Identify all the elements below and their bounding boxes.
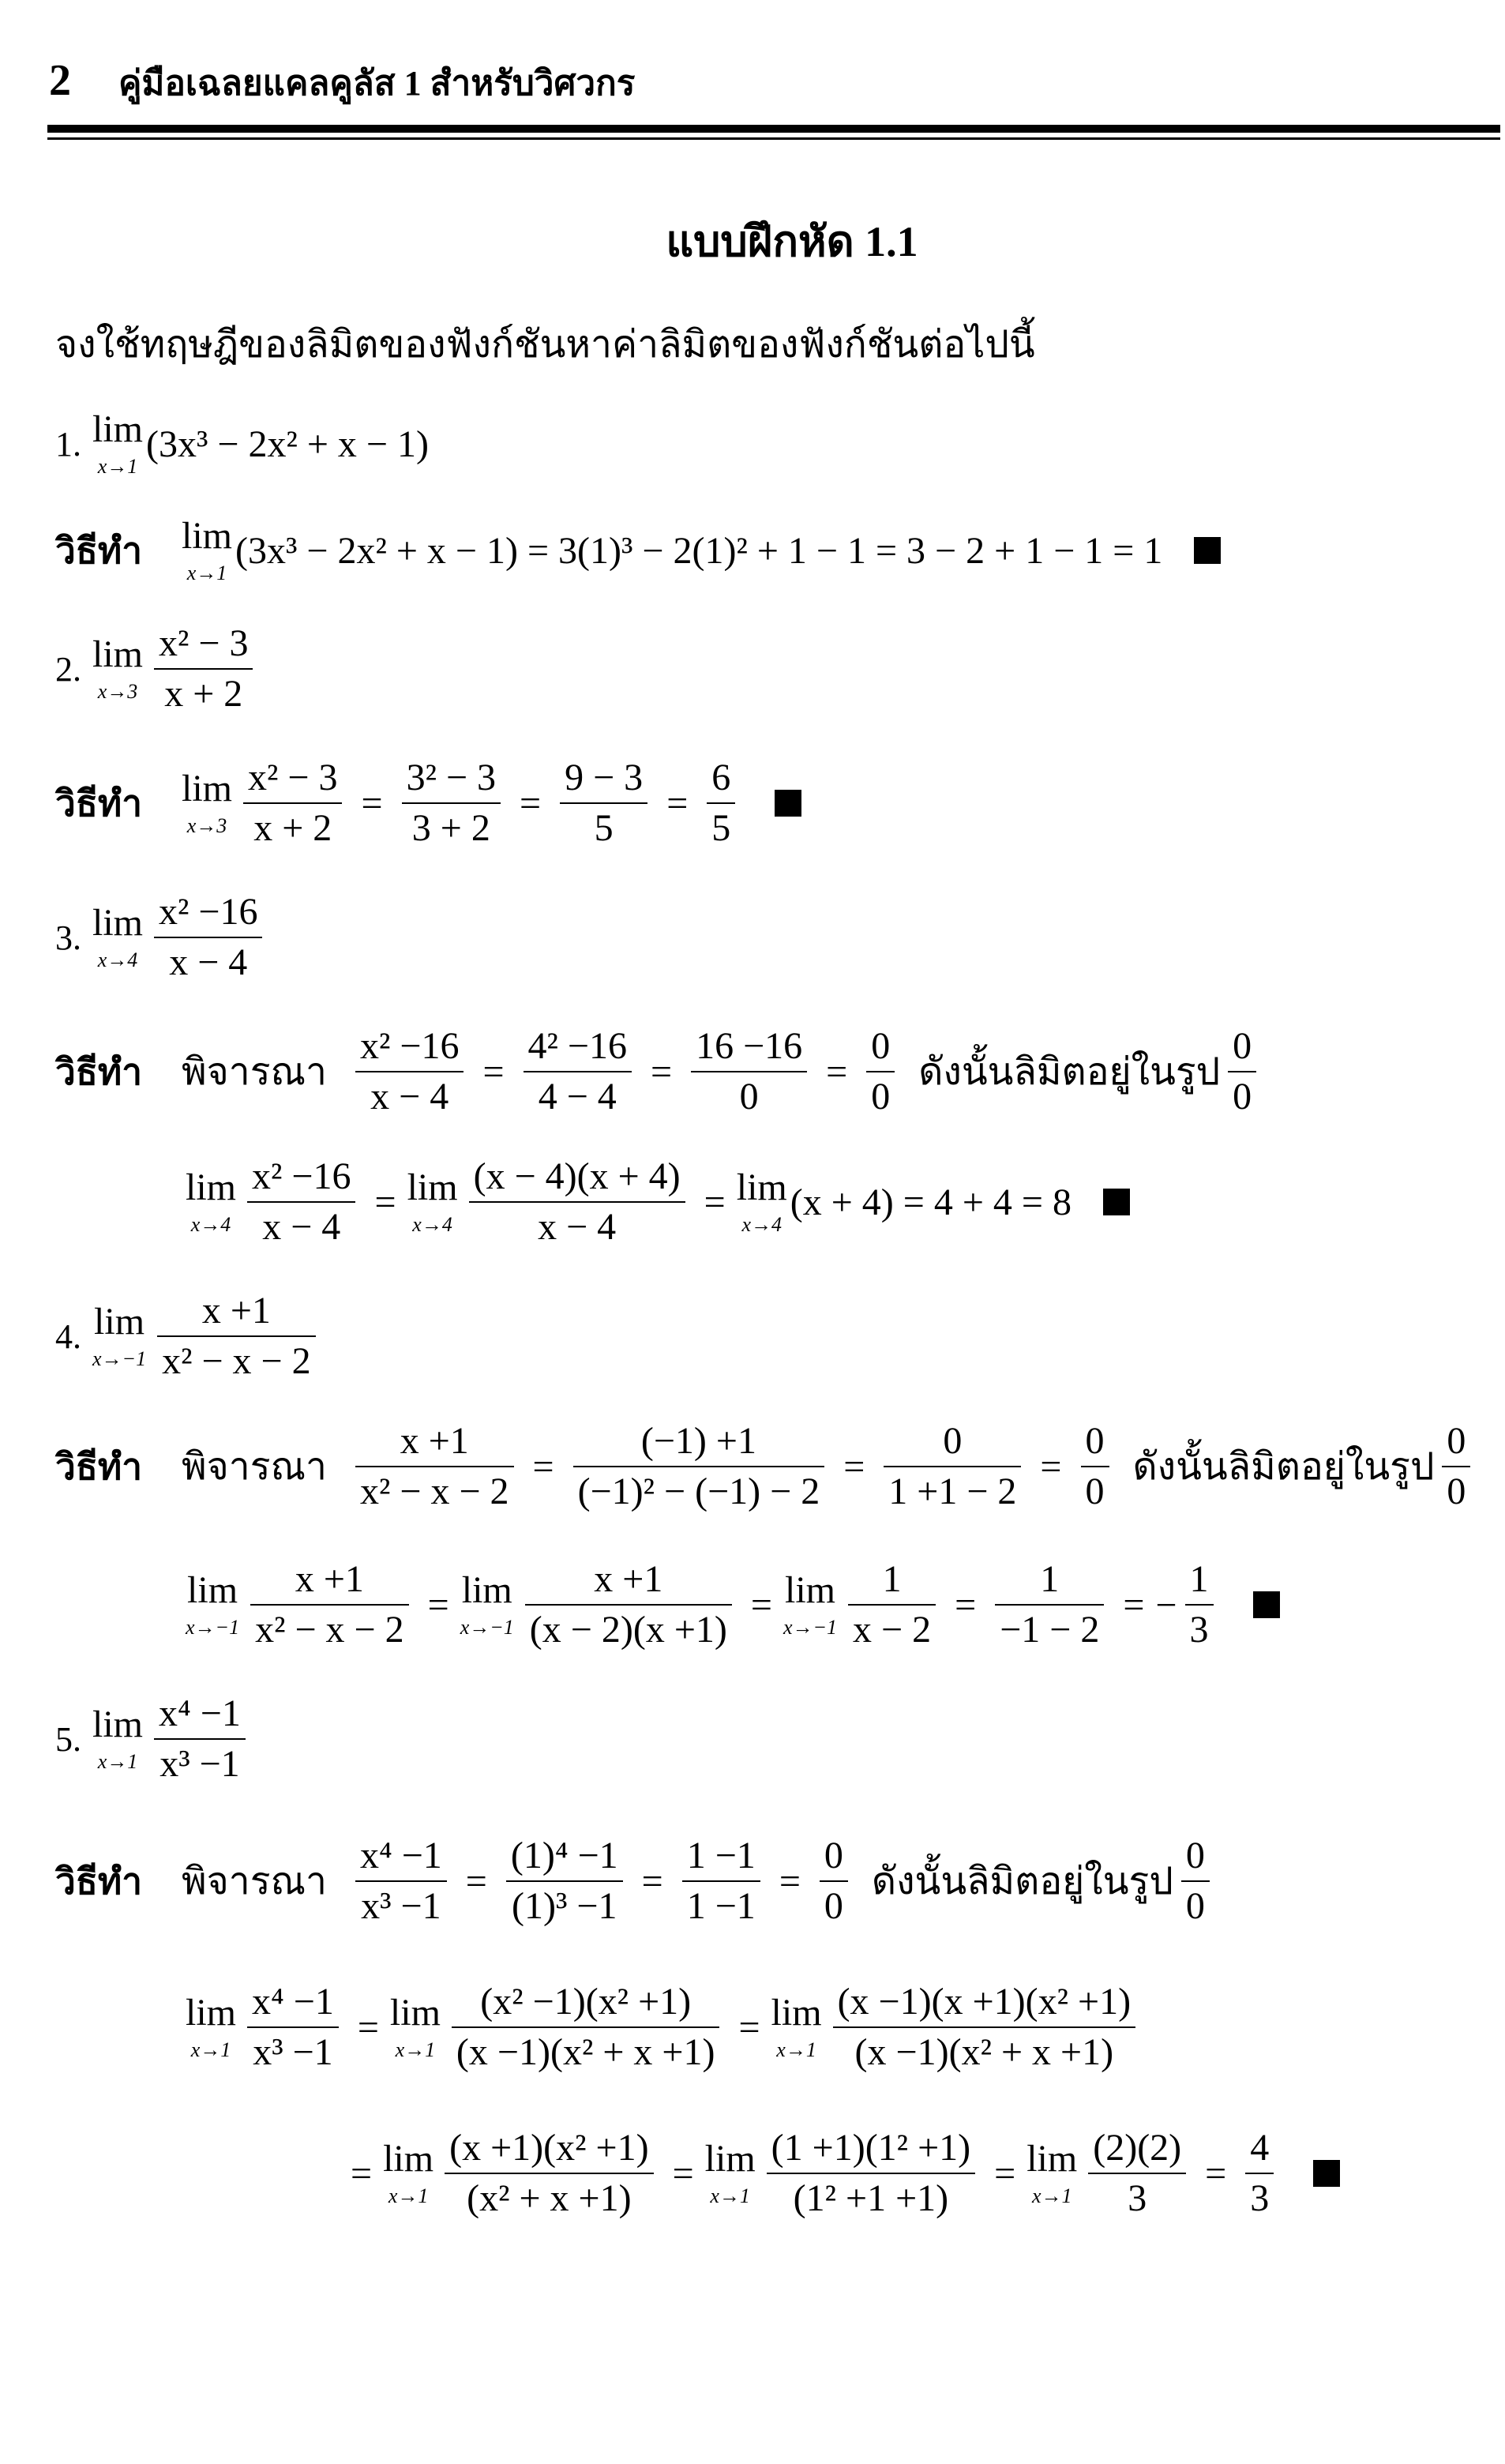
lim-word: lim: [784, 1569, 835, 1612]
numerator: 6: [711, 757, 731, 798]
denominator: (1)³ −1: [512, 1885, 617, 1928]
conclusion-text: ดังนั้นลิมิตอยู่ในรูป: [871, 1861, 1173, 1903]
fraction: [560, 758, 647, 849]
qed-square-icon: [1313, 2160, 1340, 2187]
lim-word: lim: [92, 1703, 144, 1746]
numerator: x² −16: [159, 891, 258, 933]
numerator: 1 −1: [686, 1835, 756, 1876]
fraction: [767, 2128, 975, 2219]
consider-label: พิจารณา: [182, 1861, 327, 1903]
denominator: 0: [1185, 1885, 1205, 1928]
lim-word: lim: [92, 633, 144, 676]
fraction: [355, 1836, 447, 1927]
conclusion-text: ดังนั้นลิมิตอยู่ในรูป: [1132, 1446, 1435, 1489]
denominator: x − 4: [262, 1206, 341, 1249]
numerator: x +1: [400, 1420, 469, 1462]
solution-4-check: วิธีทำ พิจารณา $\frac{x +1}{\text{x² − x − 2}}$ = $\frac{(-1) +1}{\text{(−1)² − (−1) − 2}}$ = $\frac{0}{1 +1 - 2}$ = $\frac{0}{0}$ ดังนั้นลิมิตอยู่ในรูป $\frac{0}{0}$: [55, 1422, 1478, 1512]
lim-subscript: x→4: [190, 1213, 231, 1237]
denominator: x² − x − 2: [359, 1471, 509, 1513]
answer-fraction: [1245, 2128, 1274, 2219]
solution-3-work: lim x→4 $\frac{\text{x² −16}}{x - 4}$ = lim x→4 $\frac{(x - 4)(x + 4)}{x - 4}$ = lim x→4 (x + 4) = 4 + 4 = 8: [186, 1157, 1130, 1248]
fraction: [573, 1422, 825, 1512]
lim-subscript: x→4: [97, 948, 138, 972]
fraction: [154, 624, 253, 715]
fraction: [707, 758, 735, 849]
denominator: 3: [1189, 1609, 1209, 1651]
numerator: (−1) +1: [640, 1420, 756, 1462]
numerator: x² − 3: [248, 757, 338, 798]
numerator: 0: [1233, 1025, 1252, 1067]
solution-label: วิธีทำ: [55, 1446, 143, 1487]
fraction: [524, 1027, 632, 1117]
lim-word: lim: [92, 408, 144, 450]
indeterminate-form: [1181, 1836, 1210, 1927]
solution-label: วิธีทำ: [55, 1861, 143, 1902]
fraction: [154, 1694, 246, 1785]
denominator: x + 2: [253, 807, 332, 850]
numerator: 0: [824, 1835, 843, 1876]
lim-subscript: x→1: [97, 1750, 138, 1774]
denominator: (x − 2)(x +1): [529, 1609, 727, 1651]
lim-subscript: x→1: [186, 562, 227, 584]
fraction: [1088, 2128, 1186, 2219]
qed-square-icon: [1103, 1189, 1130, 1215]
problem-number: 4.: [55, 1317, 81, 1356]
indeterminate-form: [1442, 1422, 1470, 1512]
lim-subscript: x→1: [1031, 2184, 1072, 2208]
lim-word: lim: [704, 2138, 756, 2180]
fraction: [995, 1560, 1104, 1651]
book-title: คู่มือเฉลยแคลคูลัส 1 สำหรับวิศวกร: [118, 64, 636, 103]
denominator: x − 4: [169, 941, 248, 984]
numerator: x +1: [295, 1558, 364, 1600]
fraction: [884, 1422, 1021, 1512]
exercise-title: แบบฝึกหัด 1.1: [666, 218, 918, 265]
denominator: x³ −1: [160, 1743, 240, 1786]
numerator: 0: [871, 1025, 891, 1067]
denominator: (1² +1 +1): [793, 2177, 949, 2220]
numerator: x⁴ −1: [252, 1981, 334, 2023]
lim-subscript: x→1: [776, 2038, 816, 2062]
denominator: x − 4: [538, 1206, 617, 1249]
numerator: (x² −1)(x² +1): [480, 1981, 692, 2023]
fraction: [355, 1027, 464, 1117]
solution-5-work-1: lim x→1 $\frac{\text{x⁴ −1}}{\text{x³ −1}}$ = lim x→1 $\frac{\text{(x² −1)(x² +1)}}{\text{(x −1)(x² + x +1)}}$ = lim x→1 $\frac{\text{(x −1)(x +1)(x² +1)}}{\text{(x −1)(x² + x +1)}}$: [186, 1982, 1143, 2073]
fraction: [866, 1027, 895, 1117]
denominator: (x² + x +1): [467, 2177, 632, 2220]
conclusion-text: ดังนั้นลิมิตอยู่ในรูป: [918, 1051, 1221, 1094]
denominator: 3 + 2: [411, 807, 490, 850]
solution-expression: (3x³ − 2x² + x − 1) = 3(1)³ − 2(1)² + 1 − 1 = 3 − 2 + 1 − 1 = 1: [235, 529, 1163, 572]
denominator: 0: [1447, 1471, 1466, 1513]
problem-1: [55, 408, 429, 478]
qed-square-icon: [775, 790, 801, 817]
lim-subscript: x→−1: [783, 1616, 838, 1640]
problem-expression: (3x³ − 2x² + x − 1): [146, 423, 429, 465]
lim-word: lim: [736, 1166, 787, 1209]
denominator: 0: [871, 1076, 891, 1118]
denominator: x³ −1: [361, 1885, 441, 1928]
solution-3-check: วิธีทำ พิจารณา $\frac{\text{x² −16}}{x - 4}$ = $\frac{\text{4² −16}}{4 - 4}$ = $\frac{16 -16}{0}$ = $\frac{0}{0}$ ดังนั้นลิมิตอยู่ในรูป $\frac{0}{0}$: [55, 1027, 1264, 1117]
denominator: x² − x − 2: [255, 1609, 404, 1651]
problem-4: [55, 1291, 324, 1382]
fraction: [402, 758, 501, 849]
fraction: [243, 758, 342, 849]
solution-4-work: lim x→−1 $\frac{x +1}{\text{x² − x − 2}}$ = lim x→−1 $\frac{x +1}{(x - 2)(x +1)}$ = lim x→−1 $\frac{1}{x - 2}$ = $\frac{1}{-1 - 2}$ = − $\frac{1}{3}$: [186, 1560, 1280, 1651]
fraction: [452, 1982, 720, 2073]
denominator: x³ −1: [253, 2031, 333, 2074]
denominator: 0: [824, 1885, 843, 1928]
denominator: 0: [1085, 1471, 1105, 1513]
lim-word: lim: [94, 1301, 145, 1343]
lim-subscript: x→4: [741, 1213, 783, 1237]
fraction: [469, 1157, 685, 1248]
numerator: x +1: [594, 1558, 663, 1600]
lim-word: lim: [182, 515, 233, 557]
numerator: 1: [1189, 1558, 1209, 1600]
lim-subscript: x→−1: [460, 1616, 514, 1640]
problem-5: [55, 1694, 253, 1785]
numerator: 16 −16: [696, 1025, 803, 1067]
lim-subscript: x→3: [97, 680, 138, 704]
numerator: 0: [1085, 1420, 1105, 1462]
solution-1: [55, 517, 1221, 584]
numerator: 9 − 3: [565, 757, 644, 798]
solution-label: วิธีทำ: [55, 530, 143, 571]
numerator: 1: [882, 1558, 902, 1600]
header-rule-thin: [47, 137, 1500, 140]
denominator: 1 −1: [686, 1885, 756, 1928]
numerator: 0: [943, 1420, 963, 1462]
fraction: [157, 1291, 316, 1382]
numerator: 3² − 3: [406, 757, 497, 798]
fraction: [691, 1027, 807, 1117]
solution-label: วิธีทำ: [55, 1051, 143, 1092]
lim-word: lim: [186, 1992, 237, 2034]
denominator: (−1)² − (−1) − 2: [577, 1471, 820, 1513]
numerator: x⁴ −1: [359, 1835, 442, 1876]
denominator: (x −1)(x² + x +1): [854, 2031, 1114, 2074]
solution-2: วิธีทำ lim x→3 $\frac{\text{x² − 3}}{x + 2}$ = $\frac{\text{3² − 3}}{3 + 2}$ = $\frac{9 - 3}{5}$ = $\frac{6}{5}$: [55, 758, 801, 849]
lim-word: lim: [461, 1569, 512, 1612]
fraction: [820, 1836, 848, 1927]
answer-fraction: [1185, 1560, 1214, 1651]
numerator: 0: [1185, 1835, 1205, 1876]
instruction-text: จงใช้ทฤษฎีของลิมิตของฟังก์ชันหาค่าลิมิตของฟังก์ชันต่อไปนี้: [55, 324, 1035, 366]
numerator: (x +1)(x² +1): [449, 2127, 649, 2169]
consider-label: พิจารณา: [182, 1051, 327, 1094]
lim-subscript: x→1: [97, 455, 138, 478]
problem-number: 1.: [55, 424, 81, 464]
denominator: (x −1)(x² + x +1): [456, 2031, 715, 2074]
denominator: 0: [1233, 1076, 1252, 1118]
numerator: 0: [1447, 1420, 1466, 1462]
lim-word: lim: [389, 1992, 441, 2034]
lim-word: lim: [187, 1569, 238, 1612]
lim-subscript: x→4: [412, 1213, 452, 1237]
numerator: x +1: [201, 1290, 271, 1332]
consider-label: พิจารณา: [182, 1446, 327, 1489]
fraction: [1081, 1422, 1109, 1512]
lim-subscript: x→1: [395, 2038, 436, 2062]
numerator: (1 +1)(1² +1): [771, 2127, 971, 2169]
denominator: 4 − 4: [538, 1076, 617, 1118]
lim-word: lim: [407, 1166, 458, 1209]
denominator: 5: [594, 807, 614, 850]
solution-5-check: วิธีทำ พิจารณา $\frac{\text{x⁴ −1}}{\text{x³ −1}}$ = $\frac{\text{(1)⁴ −1}}{\text{(1)³ −1}}$ = $\frac{1 -1}{1 -1}$ = $\frac{0}{0}$ ดังนั้นลิมิตอยู่ในรูป $\frac{0}{0}$: [55, 1836, 1218, 1927]
lim-subscript: x→1: [190, 2038, 231, 2062]
fraction: [682, 1836, 760, 1927]
lim-word: lim: [1026, 2138, 1078, 2180]
numerator: x⁴ −1: [159, 1692, 241, 1734]
header-rule-thick: [47, 125, 1500, 133]
problem-number: 5.: [55, 1719, 81, 1759]
numerator: (x − 4)(x + 4): [473, 1155, 681, 1197]
fraction: [848, 1560, 936, 1651]
lim-subscript: x→1: [710, 2184, 750, 2208]
denominator: x² − x − 2: [162, 1340, 311, 1383]
numerator: (2)(2): [1093, 2127, 1182, 2169]
fraction: [833, 1982, 1136, 2073]
numerator: 1: [1040, 1558, 1060, 1600]
numerator: x² −16: [359, 1025, 460, 1067]
fraction: [250, 1560, 409, 1651]
fraction: [154, 892, 262, 983]
numerator: x² − 3: [159, 622, 249, 664]
page-header: [49, 55, 635, 111]
denominator: x − 4: [370, 1076, 449, 1118]
problem-number: 2.: [55, 649, 81, 689]
fraction: [247, 1982, 339, 2073]
denominator: 0: [739, 1076, 759, 1118]
problem-number: 3.: [55, 918, 81, 957]
solution-label: วิธีทำ: [55, 783, 143, 824]
denominator: 3: [1250, 2177, 1270, 2220]
fraction: [506, 1836, 623, 1927]
lim-word: lim: [186, 1166, 237, 1209]
denominator: x − 2: [853, 1609, 932, 1651]
lim-subscript: x→3: [186, 814, 227, 838]
lim-subscript: x→−1: [92, 1347, 147, 1371]
fraction: [247, 1157, 355, 1248]
final-expression: (x + 4) = 4 + 4 = 8: [790, 1181, 1072, 1223]
qed-square-icon: [1253, 1591, 1280, 1618]
lim-word: lim: [182, 768, 233, 810]
problem-2: [55, 624, 261, 715]
numerator: (1)⁴ −1: [510, 1835, 618, 1876]
numerator: (x −1)(x +1)(x² +1): [837, 1981, 1132, 2023]
qed-square-icon: [1194, 537, 1221, 564]
lim-word: lim: [771, 1992, 822, 2034]
lim-subscript: x→−1: [186, 1616, 240, 1640]
lim-word: lim: [92, 902, 144, 945]
lim-subscript: x→1: [388, 2184, 429, 2208]
denominator: 3: [1128, 2177, 1147, 2220]
indeterminate-form: [1228, 1027, 1256, 1117]
denominator: 1 +1 − 2: [888, 1471, 1017, 1513]
numerator: x² −16: [252, 1155, 351, 1197]
denominator: x + 2: [164, 673, 243, 716]
numerator: 4² −16: [527, 1025, 627, 1067]
fraction: [445, 2128, 653, 2219]
answer-sign: −: [1155, 1583, 1177, 1626]
solution-5-work-2: = lim x→1 $\frac{\text{(x +1)(x² +1)}}{\text{(x² + x +1)}}$ = lim x→1 $\frac{\text{(1 +1)(1² +1)}}{\text{(1² +1 +1)}}$ = lim x→1 $\frac{(2)(2)}{3}$ = $\frac{4}{3}$: [340, 2128, 1340, 2219]
fraction: [355, 1422, 514, 1512]
page-number: 2: [49, 56, 71, 105]
lim-word: lim: [383, 2138, 434, 2180]
denominator: −1 − 2: [1000, 1609, 1100, 1651]
denominator: 5: [711, 807, 731, 850]
numerator: 4: [1250, 2127, 1270, 2169]
problem-3: [55, 892, 270, 983]
fraction: [525, 1560, 732, 1651]
